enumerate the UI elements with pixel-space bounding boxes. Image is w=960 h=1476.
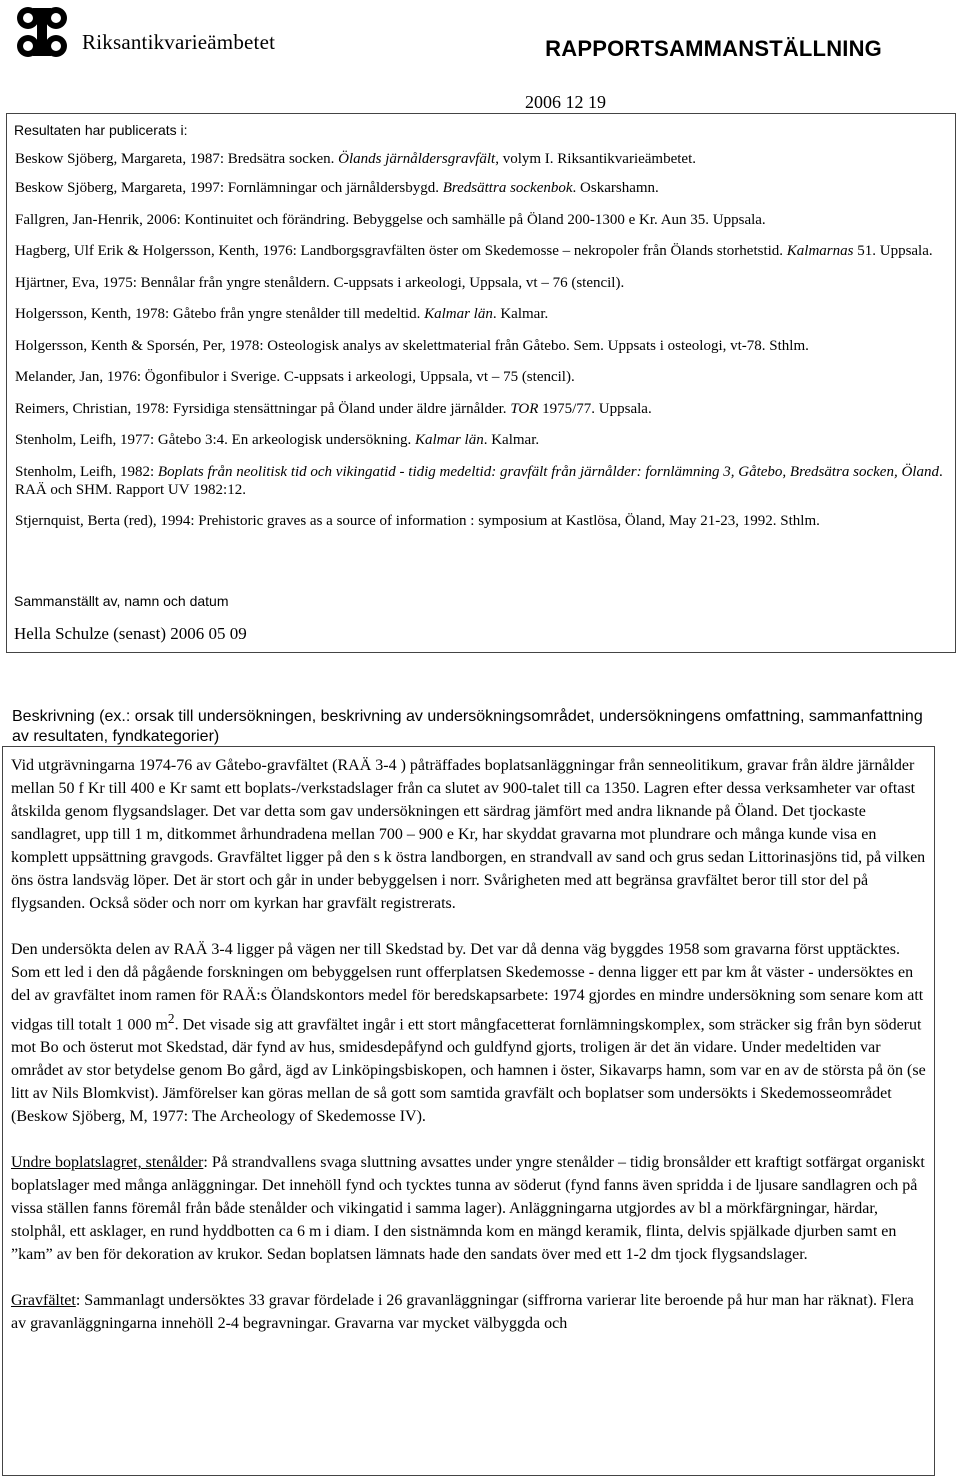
reference-item: Hagberg, Ulf Erik & Holgersson, Kenth, 1976: Landborgsgravfälten öster om Skedemosse – nekropoler från Ölands storhetstid. Kalmarnas 51. Uppsala.: [15, 243, 933, 259]
description-paragraph-2: Den undersökta delen av RAÄ 3-4 ligger på vägen ner till Skedstad by. Det var då denna väg byggdes 1958 som gravarna först upptäcktes. Som ett led i den då pågående forskningen om bebyggelsen runt offerplatsen Skedemosse - denna ligger ett par km åt väster - undersöktes en del av gravfältet inom ramen för RAÄ:s Ölandskontors medel för beredskapsarbete: 1974 gjordes en mindre undersökning som senare kom att vidgas till totalt 1 000 $m^2$. Det visade sig att gravfältet ingår i ett stort mångfacetterat fornlämningskomplex, som sträcker sig från byn söderut mot Bo och österut mot Skedstad, där fynd av hus, smidesdepåfynd och guldfynd gjorts, troligen är det än vidare. Under medeltiden var området av stor betydelse genom Bo gård, ägd av Linköpingsbiskopen, och hamnen i öster, Sikavarps hamn, som var en av de största på ön (se litt av Nils Blomkvist). Jämförelser kan göras mellan de så gott som samtida gravfält och boplatser som undersökts i Skedemosseområdet (Beskow Sjöberg, M, 1977: The Archeology of Skedemosse IV).: [11, 941, 926, 1126]
reference-item: Stenholm, Leifh, 1977: Gåtebo 3:4. En arkeologisk undersökning. Kalmar län. Kalmar.: [15, 432, 540, 448]
description-heading: Beskrivning (ex.: orsak till undersökningen, beskrivning av undersökningsområdet, undersökningens omfattning, sammanfattning av resultaten, fyndkategorier): [12, 708, 923, 745]
reference-list: [15, 150, 945, 544]
reference-item: Holgersson, Kenth, 1978: Gåtebo från yngre stenålder till medeltid. Kalmar län. Kalmar.: [15, 306, 549, 322]
reference-item: Stjernquist, Berta (red), 1994: Prehistoric graves as a source of information : symposium at Kastlösa, Öland, May 21-23, 1992. Sthlm.: [15, 513, 820, 529]
reference-item: Melander, Jan, 1976: Ögonfibulor i Sverige. C-uppsats i arkeologi, Uppsala, vt – 75 (stencil).: [15, 369, 575, 385]
report-date: 2006 12 19: [525, 92, 606, 112]
description-paragraph-4: Gravfältet: Sammanlagt undersöktes 33 gravar fördelade i 26 gravanläggningar (siffrorna varierar lite beroende på hur man har räknat). Flera av gravanläggningarna innehöll 2-4 begravningar. Gravarna var mycket välbyggda och: [11, 1292, 914, 1333]
description-paragraph-3: Undre boplatslagret, stenålder: På strandvallens svaga sluttning avsattes under yngre stenålder – tidig bronsålder ett kraftigt sotfärgat organiskt boplatslager med många anläggningar. Det innehöll fynd och tycktes tunna av söderut (fynd fanns även spridda i de ljusare sandlagren och på vissa ställen fanns föremål från både stenålder och vikingatid i samma lager). Anläggningarna utgjordes av bl a mörkfärgningar, härdar, stolphål, ett asklager, en rund hyddbotten ca 6 m i diam. I den sistnämnda kom en mängd keramik, flinta, delvis spjälkade djurben samt en ”kam” av ben för dekoration av krukor. Sedan boplatsen lämnats hade den sandats över med ett 1-2 dm tjock flygsandslager.: [11, 1154, 925, 1264]
reference-item: Beskow Sjöberg, Margareta, 1997: Fornlämningar och järnåldersbygd. Bredsättra sockenbok. Oskarshamn.: [15, 180, 659, 196]
org-name: Riksantikvarieämbetet: [82, 30, 276, 54]
description-box: [2, 746, 935, 1476]
reference-item: Stenholm, Leifh, 1982: Boplats från neolitisk tid och vikingatid - tidig medeltid: gravfält från järnålder: fornlämning 3, Gåtebo, Bredsätra socken, Öland. RAÄ och SHM. Rapport UV 1982:12.: [15, 463, 943, 498]
description-text: [11, 754, 931, 1335]
report-title: RAPPORTSAMMANSTÄLLNING: [545, 36, 882, 61]
reference-item: Beskow Sjöberg, Margareta, 1987: Bredsätra socken. Ölands järnåldersgravfält, volym I. Riksantikvarieämbetet.: [15, 151, 697, 167]
section-heading-cemetery: Gravfältet: [11, 1292, 76, 1310]
page-header: [0, 0, 960, 112]
publications-label: Resultaten har publicerats i:: [14, 122, 188, 138]
description-paragraph-1: Vid utgrävningarna 1974-76 av Gåtebo-gravfältet (RAÄ 3-4 ) påträffades boplatsanläggningar från senneolitikum, gravar från äldre järnålder mellan 50 f Kr till 400 e Kr samt ett boplats-/verkstadslager från ca slutet av 900-talet till ca 1350. Lagren efter dessa verksamheter var oftast åtskilda genom flygsandslager. Det var detta som gav undersökningen ett särdrag jämfört med andra liknande på Öland. Det tjockaste sandlagret, upp till 1 m, ditkommet århundradena mellan 700 – 900 e Kr, har skyddat gravarna mot plundrare och många kunde visa en komplett uppsättning gravgods. Gravfältet ligger på den s k östra landborgen, en strandvall av sand och grus sedan Littorinasjöns tid, på vilken öns östra landsväg löper. Det är stort och går in under bebyggelsen i norr. Svårigheten med att begränsa gravfältet beror till stor del på flygsanden. Också söder och norr om kyrkan har gravfält registrerats.: [11, 757, 926, 912]
reference-item: Reimers, Christian, 1978: Fyrsidiga stensättningar på Öland under äldre järnålder. TOR 1975/77. Uppsala.: [15, 400, 652, 417]
reference-item: Hjärtner, Eva, 1975: Bennålar från yngre stenåldern. C-uppsats i arkeologi, Uppsala, vt – 76 (stencil).: [15, 274, 625, 291]
publications-box: [6, 113, 956, 653]
compiled-by-value: Hella Schulze (senast) 2006 05 09: [14, 624, 247, 643]
section-heading-settlement: Undre boplatslagret, stenålder: [11, 1154, 204, 1172]
reference-item: Fallgren, Jan-Henrik, 2006: Kontinuitet och förändring. Bebyggelse och samhälle på Öland 200-1300 e Kr. Aun 35. Uppsala.: [15, 211, 766, 228]
reference-item: Holgersson, Kenth & Sporsén, Per, 1978: Osteologisk analys av skelettmaterial från Gåtebo. Sem. Uppsats i osteologi, vt-78. Sthlm.: [15, 337, 809, 354]
raa-logo-icon: [12, 4, 72, 60]
compiled-by-label: Sammanställt av, namn och datum: [14, 593, 229, 609]
